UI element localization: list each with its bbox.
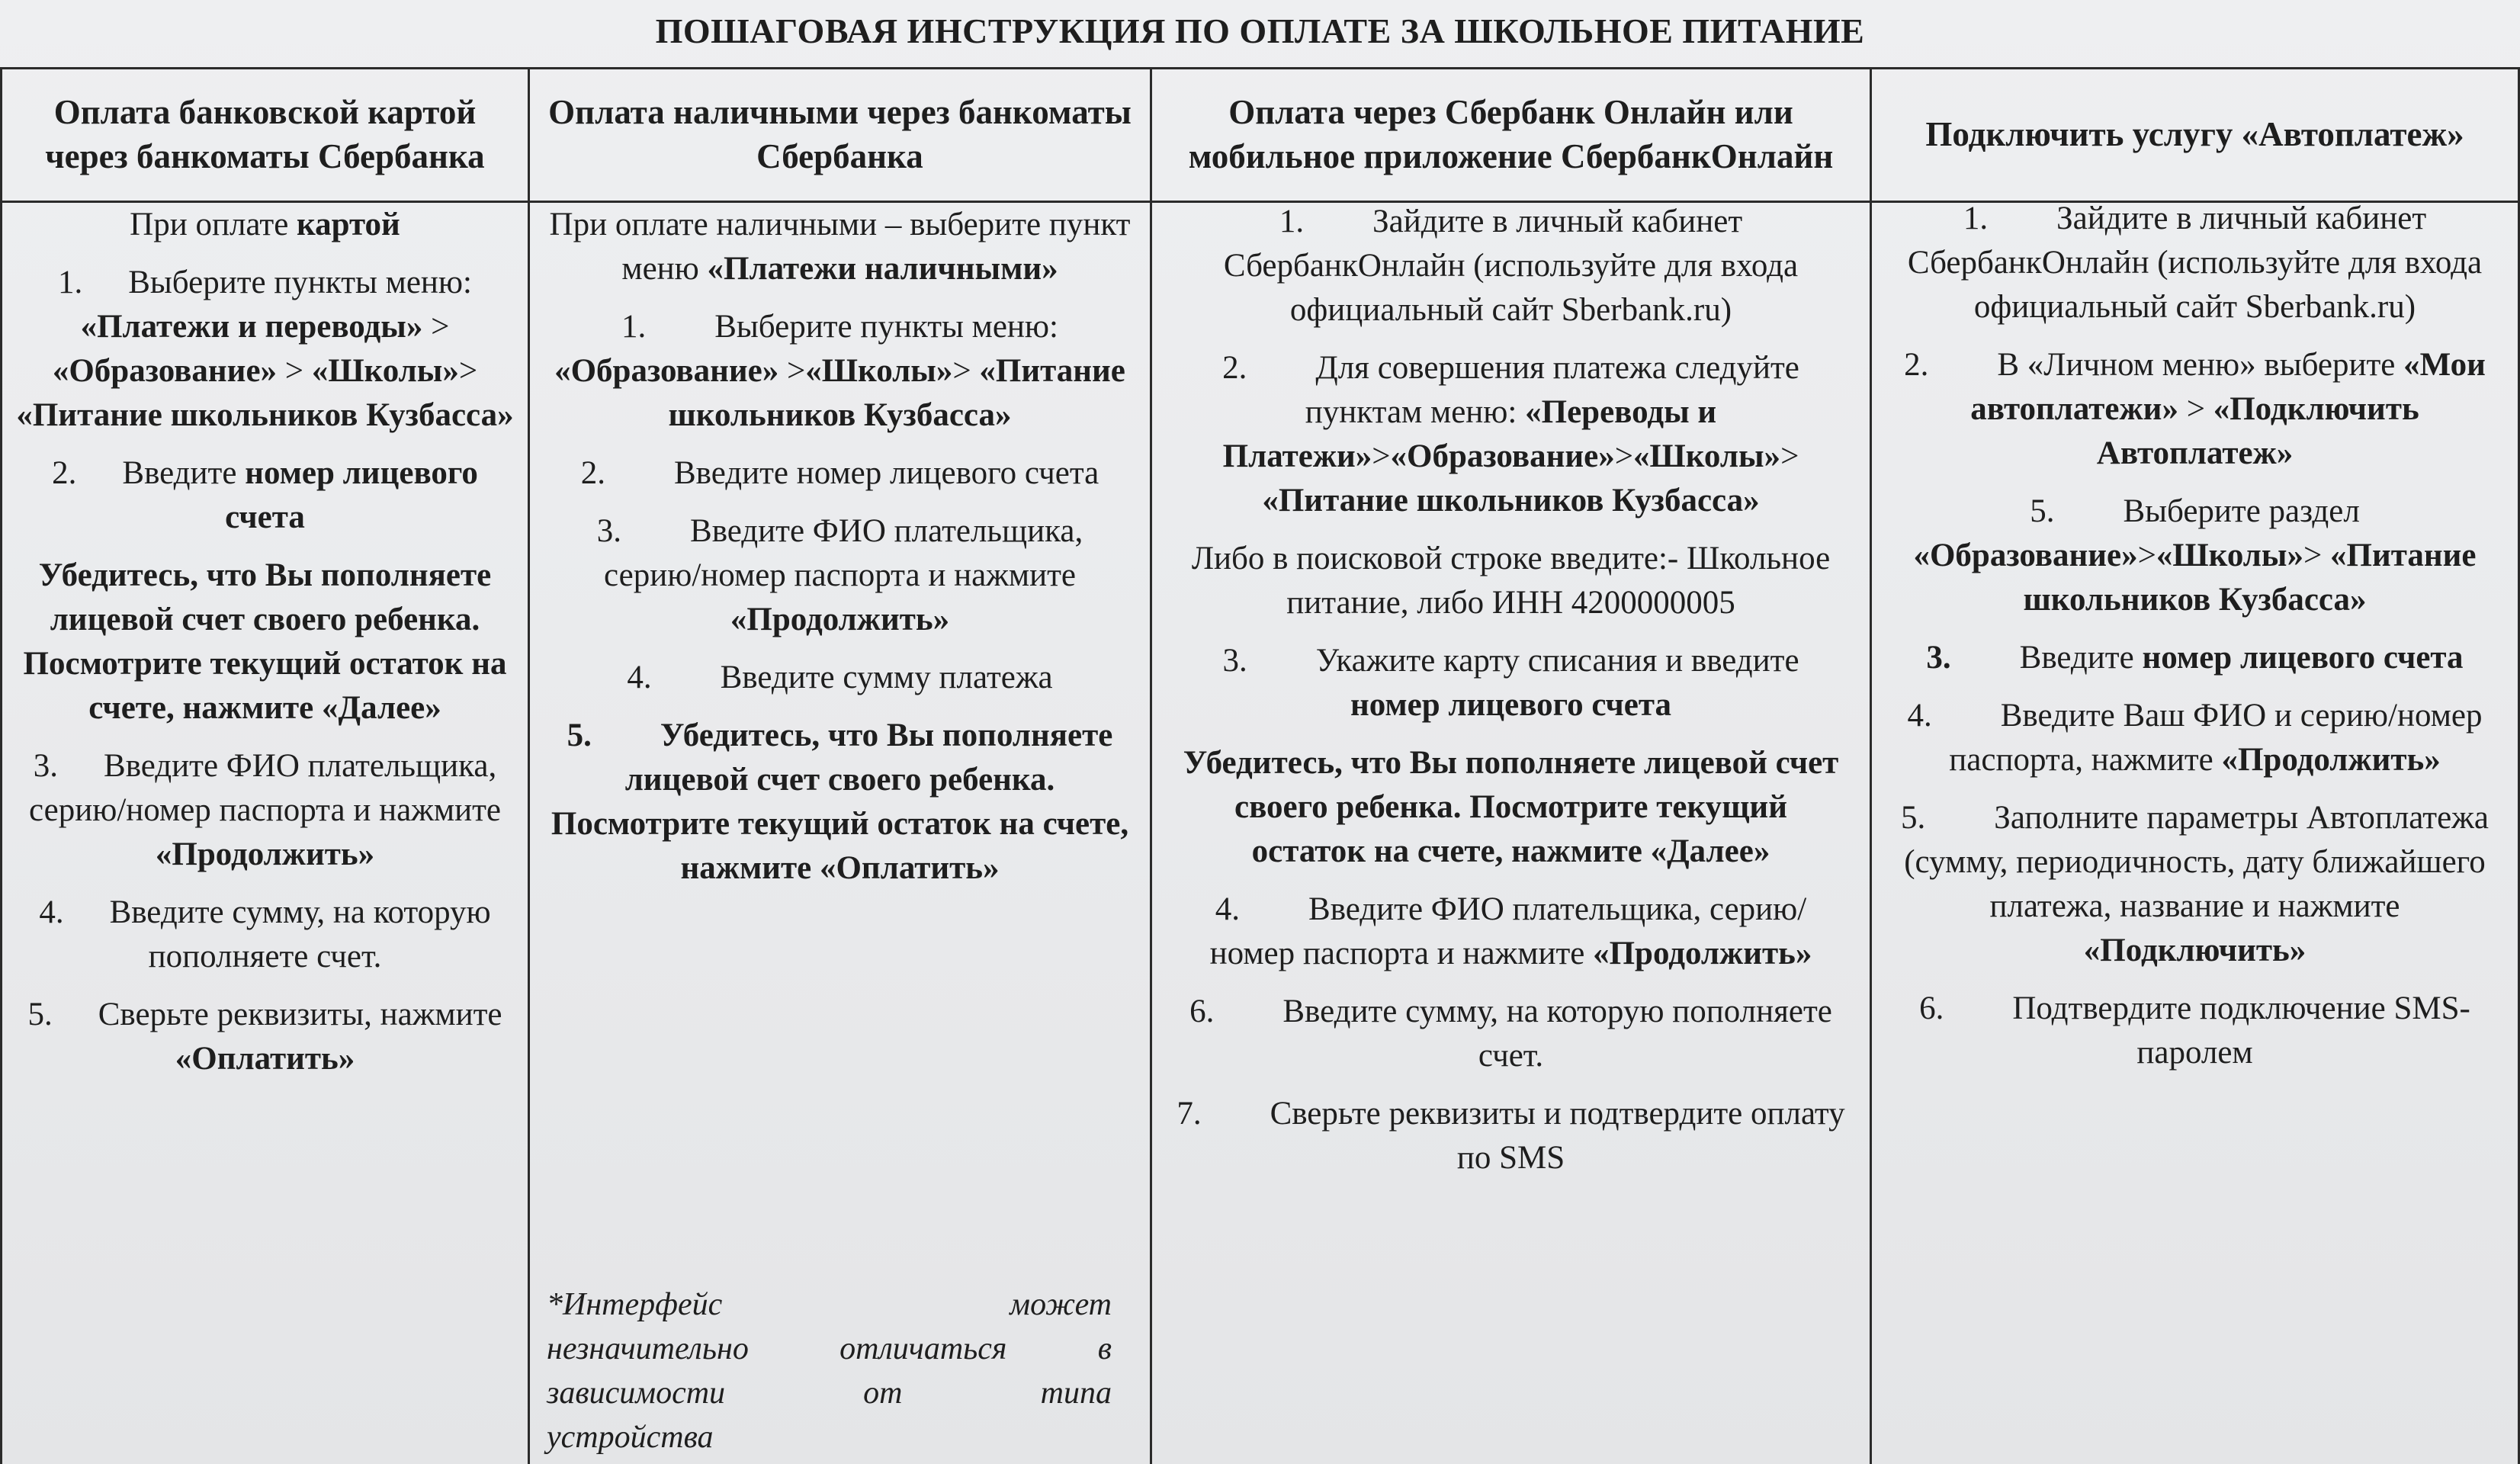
step-3: 3. Введите ФИО плательщика, серию/номер паспорта и нажмите «Продолжить»	[29, 748, 501, 872]
step-2: 2. В «Личном меню» выберите «Мои автоплатежи» > «Подключить Автоплатеж»	[1904, 347, 2486, 471]
column-body	[2, 203, 528, 1095]
column-body	[530, 203, 1150, 904]
column-card-atm	[2, 67, 528, 1464]
step-2: 2. Введите номер лицевого счета	[52, 455, 478, 535]
step-5-params: 5. Заполните параметры Автоплатежа (сумму, периодичность, дату ближайшего платежа, название и нажмите «Подключить»	[1901, 800, 2489, 968]
column-autopayment	[1872, 67, 2518, 1464]
page-title: ПОШАГОВАЯ ИНСТРУКЦИЯ ПО ОПЛАТЕ ЗА ШКОЛЬНОЕ ПИТАНИЕ	[655, 11, 1865, 50]
step-5-section: 5. Выберите раздел «Образование»>«Школы»> «Питание школьников Кузбасса»	[1913, 493, 2477, 618]
column-header: Оплата через Сбербанк Онлайн или мобильное приложение СбербанкОнлайн	[1188, 93, 1834, 175]
step-7: 7. Сверьте реквизиты и подтвердите оплату по SMS	[1177, 1096, 1845, 1176]
column-header: Оплата банковской картой через банкоматы Сбербанка	[45, 93, 485, 175]
step-1: 1. Выберите пункты меню: «Платежи и переводы» > «Образование» > «Школы»> «Питание школьников Кузбасса»	[16, 265, 514, 433]
step-6: 6. Введите сумму, на которую пополняете счет.	[1189, 994, 1832, 1074]
search-hint: Либо в поисковой строке введите:- Школьное питание, либо ИНН 4200000005	[1191, 541, 1831, 621]
step-2: 2. Для совершения платежа следуйте пунктам меню: «Переводы и Платежи»>«Образование»>«Школы»> «Питание школьников Кузбасса»	[1222, 350, 1799, 518]
step-3: 3. Введите ФИО плательщика, серию/номер паспорта и нажмите «Продолжить»	[596, 513, 1083, 637]
step-6: 6. Подтвердите подключение SMS-паролем	[1919, 990, 2470, 1071]
column-cash-atm	[530, 67, 1150, 1464]
intro-text: При оплате картой	[130, 207, 400, 242]
step-3: 3. Укажите карту списания и введите номер лицевого счета	[1222, 643, 1799, 723]
step-2: 2. Введите номер лицевого счета	[580, 455, 1099, 491]
step-4: 4. Введите сумму платежа	[627, 660, 1053, 695]
note-line: устройства	[547, 1420, 714, 1455]
note-line: зависимости от типа	[547, 1376, 1112, 1411]
step-1: 1. Выберите пункты меню: «Образование» >«Школы»> «Питание школьников Кузбасса»	[554, 309, 1125, 433]
column-body	[1872, 197, 2518, 1089]
step-4: 4. Введите Ваш ФИО и серию/номер паспорта, нажмите «Продолжить»	[1907, 698, 2483, 778]
interface-note	[530, 1283, 1150, 1459]
step-4: 4. Введите сумму, на которую пополняете счет.	[39, 894, 491, 974]
column-header: Подключить услугу «Автоплатеж»	[1925, 115, 2464, 153]
column-sberbank-online	[1152, 67, 1870, 1464]
step-1: 1. Зайдите в личный кабинет СбербанкОнлайн (используйте для входа официальный сайт Sberbank.ru)	[1907, 201, 2483, 325]
warning-text: Убедитесь, что Вы пополняете лицевой счет своего ребенка. Посмотрите текущий остаток на счете, нажмите «Далее»	[1183, 745, 1839, 869]
step-5: 5. Убедитесь, что Вы пополняете лицевой счет своего ребенка. Посмотрите текущий остаток на счете, нажмите «Оплатить»	[551, 718, 1129, 886]
step-5: 5. Сверьте реквизиты, нажмите «Оплатить»	[27, 997, 502, 1077]
warning-text: Убедитесь, что Вы пополняете лицевой счет своего ребенка. Посмотрите текущий остаток на счете, нажмите «Далее»	[23, 557, 507, 726]
column-header: Оплата наличными через банкоматы Сбербанка	[548, 93, 1132, 175]
note-line: незначительно отличаться в	[547, 1331, 1112, 1366]
step-1: 1. Зайдите в личный кабинет СбербанкОнлайн (используйте для входа официальный сайт Sberbank.ru)	[1223, 204, 1799, 328]
column-body	[1152, 200, 1870, 1194]
step-3: 3. Введите номер лицевого счета	[1926, 640, 2464, 676]
step-4: 4. Введите ФИО плательщика, серию/номер паспорта и нажмите «Продолжить»	[1209, 891, 1812, 971]
intro-text: При оплате наличными – выберите пункт меню «Платежи наличными»	[549, 207, 1131, 287]
note-line: *Интерфейс может	[547, 1287, 1112, 1322]
